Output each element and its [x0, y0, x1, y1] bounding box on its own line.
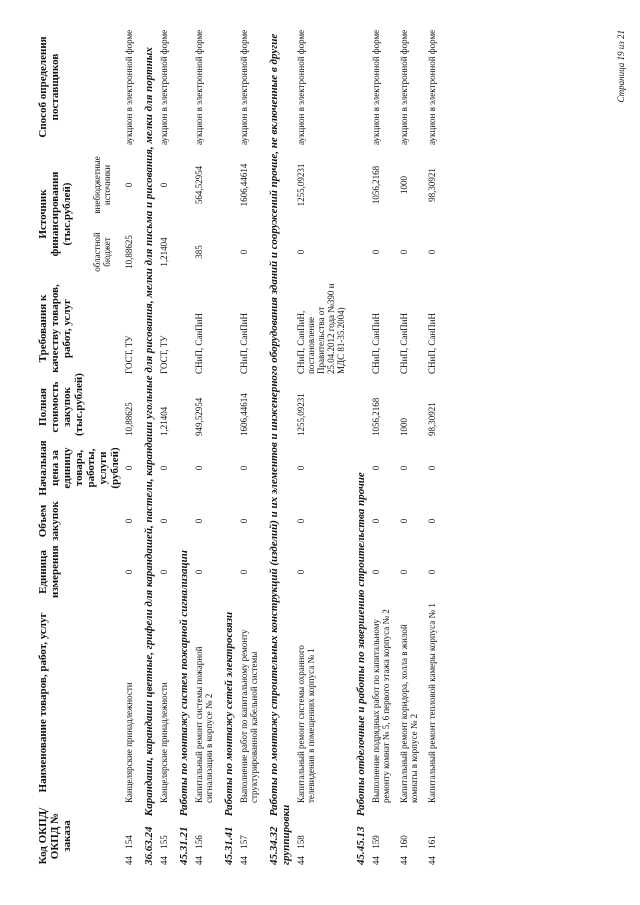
- table-row: [237, 27, 265, 867]
- item-extrabudget: 0: [159, 182, 169, 188]
- item-code: [397, 805, 425, 867]
- item-extrabudget: 1255,09231: [296, 163, 306, 207]
- item-volume: 0: [399, 518, 409, 524]
- section-code: 45.31.21: [178, 826, 190, 865]
- item-price: 0: [194, 465, 204, 471]
- item-extrabudget: 1000: [399, 176, 409, 194]
- item-budget: 385: [194, 245, 204, 259]
- item-method: аукцион в электронной форме: [194, 29, 204, 145]
- item-name: Капитальный ремонт коридора, холла в жилой комнаты в корпусе № 2: [399, 624, 419, 803]
- section-heading: [265, 27, 294, 867]
- item-unit: 0: [159, 569, 169, 575]
- item-budget: 0: [296, 249, 306, 255]
- item-volume: 0: [427, 518, 437, 524]
- item-number: 155: [159, 835, 169, 849]
- item-total: 98,30921: [427, 402, 437, 436]
- section-row: [220, 27, 237, 867]
- item-name: Выполнение подрядных работ по капитальному ремонту комнат № 5, 6 первого этажа корпуса № 2: [371, 609, 391, 803]
- item-number: 160: [399, 835, 409, 849]
- table-row: [294, 27, 352, 867]
- section-heading: [140, 27, 157, 867]
- item-prefix: 44: [296, 856, 306, 865]
- section-heading: [175, 27, 192, 867]
- item-extrabudget: 564,52954: [194, 165, 204, 205]
- header-code: Код ОКПД/ ОКПД № заказа: [37, 807, 73, 865]
- item-code: [237, 805, 265, 867]
- page-number: Страница 19 из 21: [616, 30, 626, 103]
- item-number: 159: [371, 835, 381, 849]
- item-price: 0: [159, 465, 169, 471]
- item-code: [192, 805, 220, 867]
- section-row: [140, 27, 157, 867]
- section-row: [352, 27, 369, 867]
- item-total: 1056,2168: [371, 397, 381, 436]
- item-extrabudget: 0: [124, 182, 134, 188]
- item-total: 1,21404: [159, 406, 169, 436]
- item-budget: 10,88625: [124, 235, 134, 269]
- item-requirements: СНиП, СанПиН: [239, 313, 249, 374]
- item-method: аукцион в электронной форме: [296, 29, 306, 145]
- section-title: Карандаши, карандаши цветные, грифели для карандашей, пастели, карандаши угольные для рисования, мелки для письма и рисования, мелки для портных: [143, 47, 155, 817]
- item-method: аукцион в электронной форме: [239, 29, 249, 145]
- header-budget: областной бюджет: [91, 232, 112, 272]
- item-volume: 0: [124, 518, 134, 524]
- item-number: 157: [239, 835, 249, 849]
- item-budget: 0: [239, 249, 249, 255]
- item-volume: 0: [194, 518, 204, 524]
- procurement-table: [36, 27, 443, 867]
- item-unit: 0: [399, 569, 409, 575]
- table-row: [122, 27, 140, 867]
- item-prefix: 44: [239, 856, 249, 865]
- table-header: [36, 27, 88, 867]
- item-volume: 0: [239, 518, 249, 524]
- item-price: 0: [124, 465, 134, 471]
- item-total: 949,52954: [194, 397, 204, 436]
- item-budget: 1,21404: [159, 237, 169, 267]
- item-unit: 0: [239, 569, 249, 575]
- section-heading: [352, 27, 369, 867]
- section-code: 45.45.13: [355, 826, 367, 865]
- section-title: Работы по монтажу строительных конструкций (изделий) и их элементов и инженерного оборудования зданий и сооружений прочие, не включенные в другие группировки: [268, 33, 292, 865]
- table-row: [157, 27, 175, 867]
- item-requirements: ГОСТ, ТУ: [159, 335, 169, 374]
- section-title: Работы по монтажу сетей электросвязи: [223, 611, 235, 817]
- item-code: [425, 805, 443, 867]
- item-price: 0: [371, 465, 381, 471]
- item-prefix: 44: [124, 856, 134, 865]
- item-method: аукцион в электронной форме: [427, 29, 437, 145]
- item-name: Капитальный ремонт системы охранного телевидения в помещениях корпуса № 1: [296, 645, 316, 803]
- item-requirements: СНиП, СанПиН, постановление Правительства от 25.04.2012 года №390 и МДС 81-35.2004): [296, 283, 346, 374]
- section-row: [265, 27, 294, 867]
- section-title: Работы отделочные и работы по завершению строительства прочие: [355, 472, 367, 817]
- header-volume: Объем закупок: [37, 501, 61, 541]
- item-code: [294, 805, 352, 867]
- item-volume: 0: [159, 518, 169, 524]
- item-number: 161: [427, 835, 437, 849]
- item-total: 1000: [399, 418, 409, 436]
- item-name: Выполнение работ по капитальному ремонту структурированной кабельной системы: [239, 629, 259, 803]
- item-total: 1606,44614: [239, 393, 249, 436]
- item-unit: 0: [296, 569, 306, 575]
- header-unit: Единица измерения: [37, 545, 61, 598]
- item-method: аукцион в электронной форме: [124, 29, 134, 145]
- section-code: 45.31.41: [223, 826, 235, 865]
- item-unit: 0: [427, 569, 437, 575]
- header-name: Наименование товаров, работ, услуг: [37, 612, 49, 793]
- item-prefix: 44: [371, 856, 381, 865]
- item-name: Канцелярские принадлежности: [124, 682, 134, 803]
- table-row: [192, 27, 220, 867]
- header-total: Полная стоимость закупок (тыс.рублей): [37, 373, 85, 436]
- item-requirements: СНиП, СанПиН: [194, 313, 204, 374]
- item-code: [157, 805, 175, 867]
- item-prefix: 44: [427, 856, 437, 865]
- item-budget: 0: [399, 249, 409, 255]
- item-name: Капитальный ремонт тепловой камеры корпуса № 1: [427, 603, 437, 803]
- item-number: 158: [296, 835, 306, 849]
- section-title: Работы по монтажу систем пожарной сигнализации: [178, 550, 190, 817]
- item-method: аукцион в электронной форме: [371, 29, 381, 145]
- table-row: [369, 27, 397, 867]
- item-requirements: СНиП, СанПиН: [427, 313, 437, 374]
- item-number: 154: [124, 835, 134, 849]
- item-method: аукцион в электронной форме: [159, 29, 169, 145]
- item-budget: 0: [371, 249, 381, 255]
- item-price: 0: [239, 465, 249, 471]
- item-price: 0: [399, 465, 409, 471]
- item-unit: 0: [194, 569, 204, 575]
- item-number: 156: [194, 835, 204, 849]
- header-price: Начальная цена за единицу товара, работы, услуги (рублей): [37, 440, 121, 496]
- item-extrabudget: 98,30921: [427, 168, 437, 202]
- item-prefix: 44: [159, 856, 169, 865]
- item-budget: 0: [427, 249, 437, 255]
- item-price: 0: [427, 465, 437, 471]
- section-heading: [220, 27, 237, 867]
- item-unit: 0: [371, 569, 381, 575]
- item-prefix: 44: [399, 856, 409, 865]
- item-volume: 0: [371, 518, 381, 524]
- header-requirements: Требования к качеству товаров, работ, услуг: [37, 284, 73, 373]
- item-method: аукцион в электронной форме: [399, 29, 409, 145]
- item-name: Капитальный ремонт системы пожарной сигнализации в корпусе № 2: [194, 646, 214, 803]
- table-body: [122, 27, 443, 867]
- item-requirements: ГОСТ, ТУ: [124, 335, 134, 374]
- item-requirements: СНиП, СанПиН: [371, 313, 381, 374]
- item-name: Канцелярские принадлежности: [159, 682, 169, 803]
- section-code: 45.34.32: [268, 826, 280, 865]
- item-prefix: 44: [194, 856, 204, 865]
- header-financing: Источник финансирования (тыс.рублей): [37, 171, 73, 257]
- section-code: 36.63.24: [143, 826, 155, 865]
- table-row: [425, 27, 443, 867]
- item-total: 1255,09231: [296, 393, 306, 436]
- table-row: [397, 27, 425, 867]
- section-row: [175, 27, 192, 867]
- header-method: Способ определения поставщиков: [37, 36, 61, 138]
- item-extrabudget: 1056,2168: [371, 165, 381, 205]
- item-total: 10,88625: [124, 402, 134, 436]
- item-extrabudget: 1606,44614: [239, 163, 249, 207]
- item-volume: 0: [296, 518, 306, 524]
- item-requirements: СНиП, СанПиН: [399, 313, 409, 374]
- item-unit: 0: [124, 569, 134, 575]
- header-extra: внебюджетные источники: [91, 156, 112, 214]
- item-code: [122, 805, 140, 867]
- item-price: 0: [296, 465, 306, 471]
- item-code: [369, 805, 397, 867]
